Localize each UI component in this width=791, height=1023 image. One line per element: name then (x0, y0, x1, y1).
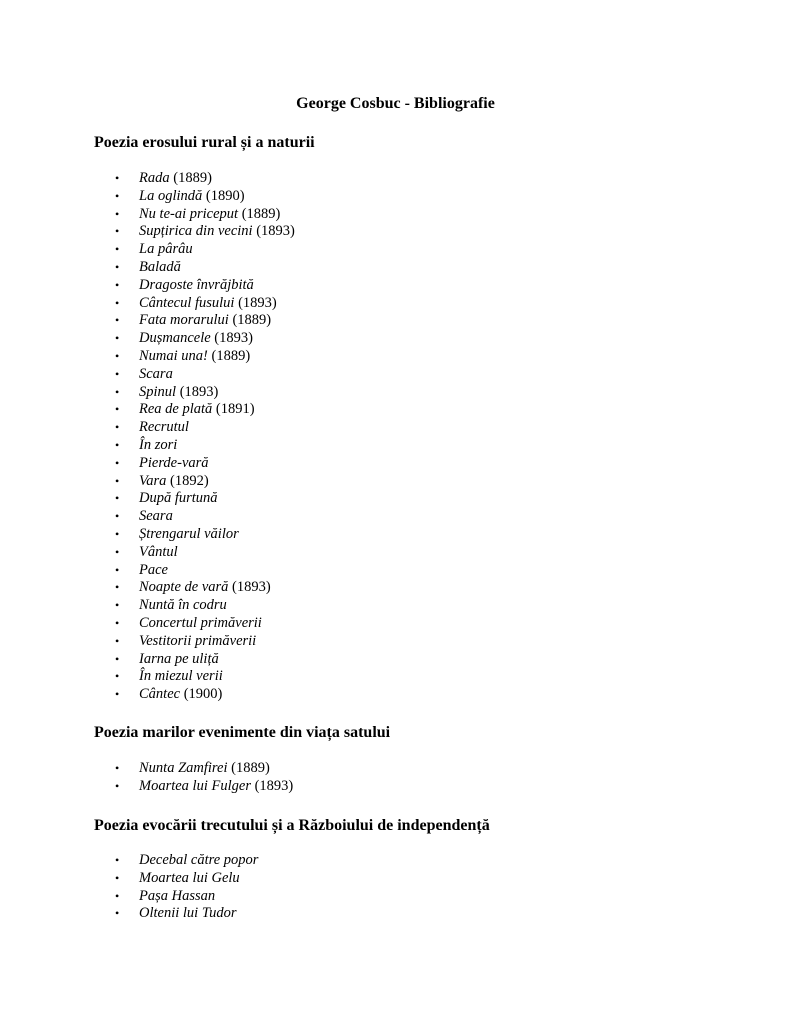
bullet-icon: • (115, 295, 120, 310)
work-title: Nunta Zamfirei (139, 760, 228, 776)
work-title: Moartea lui Gelu (139, 869, 240, 886)
works-list-events (0, 760, 293, 796)
bullet-icon: • (115, 206, 120, 221)
list-item (0, 544, 295, 562)
work-year: (1893) (256, 223, 295, 240)
bullet-icon: • (115, 906, 120, 921)
bullet-icon: • (115, 526, 120, 541)
work-title: Numai una! (139, 347, 208, 364)
list-item (0, 473, 295, 491)
work-title: Seara (139, 508, 173, 525)
list-item (0, 905, 258, 923)
bullet-icon: • (115, 348, 120, 363)
work-title: Cântec (139, 686, 181, 703)
bullet-icon: • (115, 277, 120, 292)
bullet-icon: • (115, 562, 120, 577)
bullet-icon: • (115, 437, 120, 452)
work-title: Pierde-vară (139, 454, 209, 471)
work-title: Supțirica din vecini (139, 223, 253, 240)
bullet-icon: • (115, 491, 120, 506)
work-title: Nuntă în codru (139, 597, 227, 614)
work-title: Recrutul (139, 419, 189, 436)
list-item (0, 778, 293, 796)
work-title: Vara (139, 472, 167, 489)
work-year: (1900) (183, 686, 223, 703)
bullet-icon: • (115, 687, 120, 702)
list-item (0, 579, 295, 597)
list-item (0, 277, 295, 295)
work-year: (1893) (214, 330, 253, 347)
bullet-icon: • (115, 761, 120, 775)
work-year: (1889) (232, 312, 272, 329)
bullet-icon: • (115, 420, 120, 435)
work-title: Spinul (139, 383, 177, 400)
bullet-icon: • (115, 544, 120, 559)
bullet-icon: • (115, 402, 120, 417)
work-title: Rea de plată (139, 401, 213, 418)
work-year: (1891) (215, 401, 255, 418)
bullet-icon: • (115, 384, 120, 399)
bullet-icon: • (115, 224, 120, 239)
list-item (0, 401, 295, 419)
bullet-icon: • (115, 888, 120, 903)
work-year: (1893) (254, 777, 294, 794)
list-item (0, 562, 295, 580)
list-item (0, 206, 295, 224)
section-heading-events: Poezia marilor evenimente din viața satului (94, 724, 391, 741)
list-item (0, 259, 295, 277)
bullet-icon: • (115, 778, 120, 793)
work-title: Decebal către popor (139, 852, 259, 868)
section-heading-history: Poezia evocării trecutului și a Războiului de independență (94, 817, 490, 834)
work-year: (1889) (173, 170, 212, 186)
work-title: Nu te-ai priceput (139, 205, 239, 222)
bullet-icon: • (115, 259, 120, 274)
work-title: Pașa Hassan (139, 887, 216, 904)
list-item (0, 686, 295, 704)
work-title: Scara (139, 365, 173, 382)
bullet-icon: • (115, 669, 120, 684)
work-title: Dragoste învrăjbită (139, 276, 254, 293)
work-year: (1889) (211, 347, 251, 364)
work-year: (1889) (231, 760, 270, 776)
bullet-icon: • (115, 188, 120, 203)
work-title: La oglindă (139, 187, 203, 204)
work-title: Fata morarului (139, 312, 229, 329)
work-title: Iarna pe uliță (139, 650, 219, 667)
list-item (0, 241, 295, 259)
work-year: (1893) (179, 383, 219, 400)
list-item (0, 188, 295, 206)
list-item (0, 852, 258, 870)
page-title: George Cosbuc - Bibliografie (296, 95, 495, 112)
bullet-icon: • (115, 580, 120, 595)
works-list-history (0, 852, 258, 923)
work-title: În miezul verii (139, 668, 223, 685)
list-item (0, 295, 295, 313)
list-item (0, 490, 295, 508)
bullet-icon: • (115, 598, 120, 613)
bullet-icon: • (115, 509, 120, 524)
list-item (0, 870, 258, 888)
bullet-icon: • (115, 455, 120, 470)
list-item (0, 312, 295, 330)
bullet-icon: • (115, 633, 120, 648)
list-item (0, 170, 295, 188)
work-title: Dușmancele (139, 330, 211, 347)
list-item (0, 615, 295, 633)
work-title: Baladă (139, 258, 181, 275)
work-title: În zori (139, 436, 178, 453)
work-title: Rada (139, 170, 170, 186)
bullet-icon: • (115, 651, 120, 666)
list-item (0, 526, 295, 544)
work-title: Pace (139, 561, 168, 578)
work-title: Ștrengarul văilor (139, 525, 239, 542)
work-title: După furtună (139, 490, 218, 507)
bullet-icon: • (115, 615, 120, 630)
work-title: Vântul (139, 543, 178, 560)
work-title: Noapte de vară (139, 579, 229, 596)
list-item (0, 633, 295, 651)
work-title: Concertul primăverii (139, 614, 262, 631)
list-item (0, 384, 295, 402)
list-item (0, 760, 293, 778)
work-title: Oltenii lui Tudor (139, 905, 237, 922)
work-year: (1892) (170, 472, 209, 489)
list-item (0, 348, 295, 366)
bullet-icon: • (115, 313, 120, 328)
list-item (0, 888, 258, 906)
list-item (0, 366, 295, 384)
list-item (0, 437, 295, 455)
section-heading-rural: Poezia erosului rural și a naturii (94, 134, 315, 151)
bullet-icon: • (115, 242, 120, 257)
list-item (0, 223, 295, 241)
work-title: Cântecul fusului (139, 294, 235, 311)
list-item (0, 508, 295, 526)
work-title: Vestitorii primăverii (139, 632, 257, 649)
work-title: Moartea lui Fulger (139, 777, 251, 794)
bullet-icon: • (115, 366, 120, 381)
work-title: La pârâu (139, 241, 193, 258)
work-year: (1890) (205, 187, 245, 204)
work-year: (1893) (238, 294, 277, 311)
bullet-icon: • (115, 853, 120, 867)
work-year: (1893) (232, 579, 271, 596)
list-item (0, 455, 295, 473)
list-item (0, 419, 295, 437)
list-item (0, 330, 295, 348)
list-item (0, 668, 295, 686)
list-item (0, 597, 295, 615)
works-list-rural (0, 170, 295, 704)
list-item (0, 651, 295, 669)
bullet-icon: • (115, 331, 120, 346)
bullet-icon: • (115, 171, 120, 185)
bullet-icon: • (115, 870, 120, 885)
bullet-icon: • (115, 473, 120, 488)
work-year: (1889) (241, 205, 281, 222)
